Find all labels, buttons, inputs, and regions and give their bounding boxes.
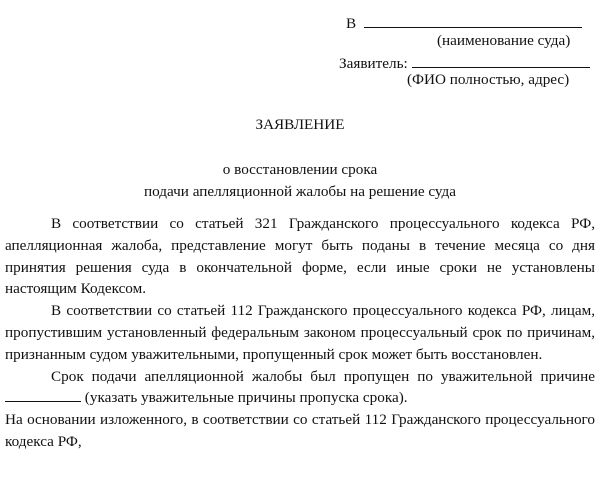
court-name-hint: (наименование суда) bbox=[437, 32, 571, 49]
paragraph-3-end: (указать уважительные причины пропуска срока). bbox=[84, 389, 408, 407]
paragraph-3-start: Срок подачи апелляционной жалобы был пропущен по уважительной причине bbox=[51, 367, 595, 385]
paragraph-3 bbox=[5, 366, 595, 410]
court-name-blank[interactable] bbox=[364, 13, 582, 28]
court-prefix: В bbox=[346, 15, 357, 32]
applicant-label: Заявитель: bbox=[339, 55, 408, 72]
document-subtitle-line2: подачи апелляционной жалобы на решение суда bbox=[143, 183, 457, 200]
paragraph-2: В соответствии со статьей 112 Гражданского процессуального кодекса РФ, лицам, пропустившим установленный федеральным законом процессуальный срок по причинам, признанным судом уважительными, пропущенный срок может быть восстановлен. bbox=[5, 302, 595, 363]
paragraph-4: На основании изложенного, в соответствии со статьей 112 Гражданского процессуального кодекса РФ, bbox=[5, 411, 595, 450]
document-subtitle-line1: о восстановлении срока bbox=[222, 161, 378, 178]
applicant-line bbox=[339, 53, 590, 73]
document-body bbox=[5, 213, 595, 453]
paragraph-1: В соответствии со статьей 321 Гражданского процессуального кодекса РФ, апелляционная жалоба, представление могут быть поданы в течение месяца со дня принятия решения суда в окончательной форме, если иные сроки не установлены настоящим Кодексом. bbox=[5, 215, 595, 298]
court-line bbox=[346, 13, 582, 33]
applicant-blank[interactable] bbox=[412, 53, 590, 68]
reason-blank[interactable] bbox=[5, 387, 81, 402]
applicant-hint: (ФИО полностью, адрес) bbox=[407, 71, 570, 88]
document-title: ЗАЯВЛЕНИЕ bbox=[255, 116, 345, 133]
